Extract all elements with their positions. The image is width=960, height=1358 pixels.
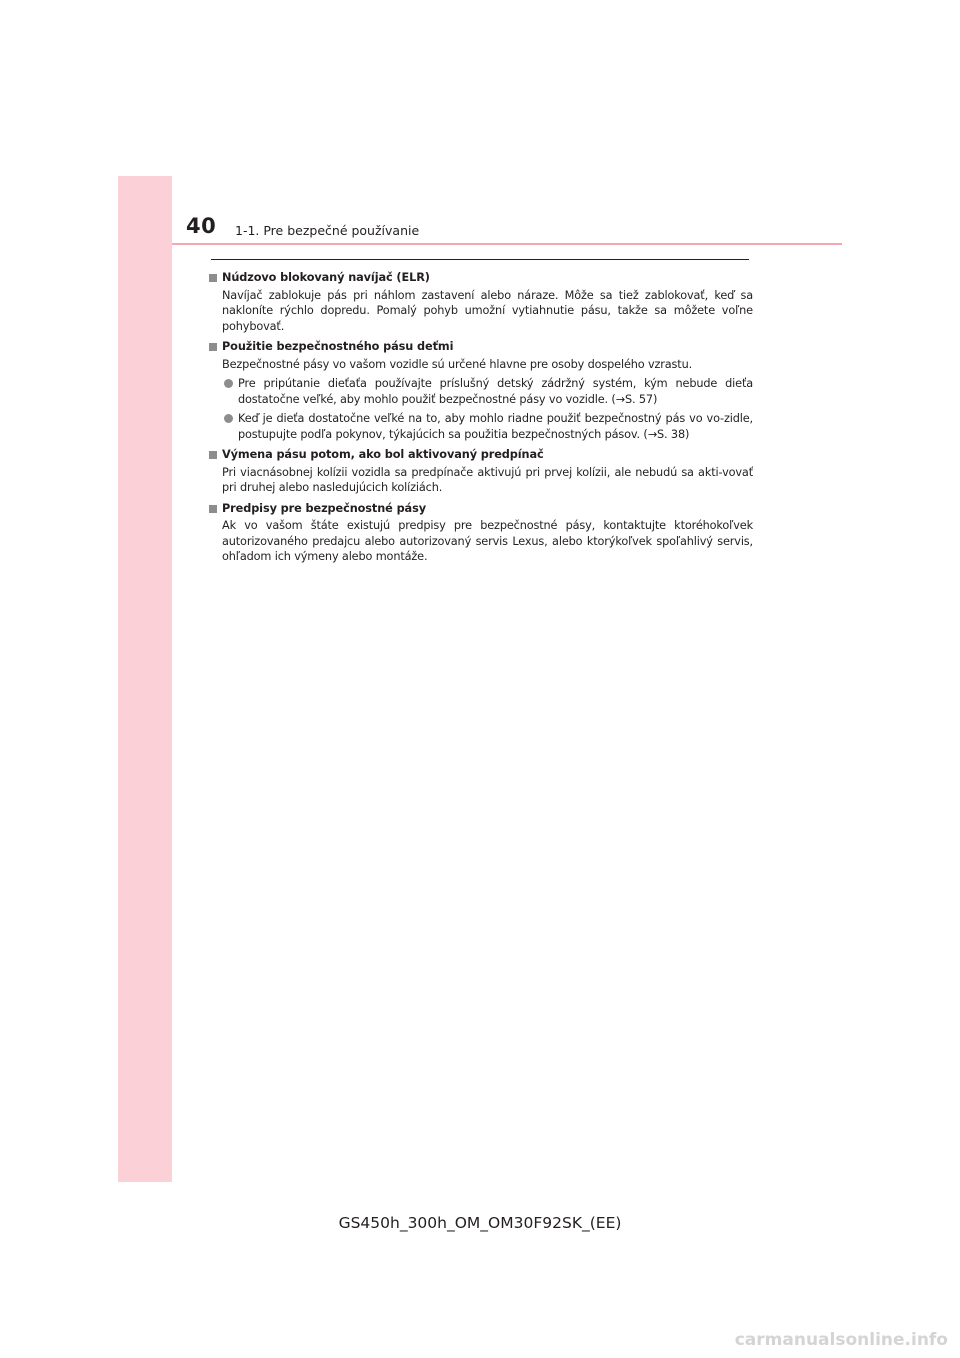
section-paragraph: Bezpečnostné pásy vo vašom vozidle sú určené hlavne pre osoby dospelého vzrastu.: [222, 357, 693, 371]
section-heading: [208, 270, 753, 286]
heading-text: Núdzovo blokovaný navíjač (ELR): [222, 271, 430, 284]
bullet-text: Pre pripútanie dieťaťa používajte príslušný detský zádržný systém, kým nebude dieťa dostatočne veľké, aby mohlo použiť bezpečnostné pásy vo vozidle. (→S. 57): [238, 377, 753, 406]
page-content: [208, 270, 753, 565]
page-number: 40: [186, 214, 217, 238]
section-title: 1-1. Pre bezpečné používanie: [235, 223, 420, 238]
section-heading: [208, 501, 753, 517]
side-color-band: [118, 176, 172, 1182]
watermark[interactable]: carmanualsonline.info: [734, 1330, 948, 1350]
round-bullet-icon: [224, 414, 233, 423]
header-divider: [172, 243, 842, 245]
section-paragraph: Pri viacnásobnej kolízii vozidla sa predpínače aktivujú pri prvej kolízii, ale nebudú sa akti-vovať pri druhej alebo nasledujúcich kolíziách.: [222, 465, 753, 494]
bullet-text: Keď je dieťa dostatočne veľké na to, aby mohlo riadne použiť bezpečnostný pás vo vo-zidle, postupujte podľa pokynov, týkajúcich sa použitia bezpečnostných pásov. (→S. 38): [238, 412, 753, 441]
heading-text: Použitie bezpečnostného pásu deťmi: [222, 340, 454, 353]
section-paragraph: Ak vo vašom štáte existujú predpisy pre bezpečnostné pásy, kontaktujte ktoréhokoľvek autorizovaného predajcu alebo autorizovaný servis Lexus, alebo ktorýkoľvek spoľahlivý servis, ohľadom ich výmeny alebo montáže.: [222, 519, 753, 563]
square-bullet-icon: [209, 274, 217, 282]
bullet-item: [208, 376, 753, 407]
round-bullet-icon: [224, 379, 233, 388]
square-bullet-icon: [209, 343, 217, 351]
square-bullet-icon: [209, 451, 217, 459]
section-heading: [208, 339, 753, 355]
square-bullet-icon: [209, 505, 217, 513]
heading-text: Výmena pásu potom, ako bol aktivovaný predpínač: [222, 448, 544, 461]
section-heading: [208, 447, 753, 463]
document-code: GS450h_300h_OM_OM30F92SK_(EE): [338, 1214, 622, 1232]
bullet-item: [208, 411, 753, 442]
heading-text: Predpisy pre bezpečnostné pásy: [222, 501, 426, 515]
content-divider: [211, 259, 749, 260]
section-paragraph: Navíjač zablokuje pás pri náhlom zastavení alebo náraze. Môže sa tiež zablokovať, keď sa nakloníte rýchlo dopredu. Pomalý pohyb umožní vytiahnutie pásu, takže sa môžete voľne pohybovať.: [222, 288, 753, 333]
